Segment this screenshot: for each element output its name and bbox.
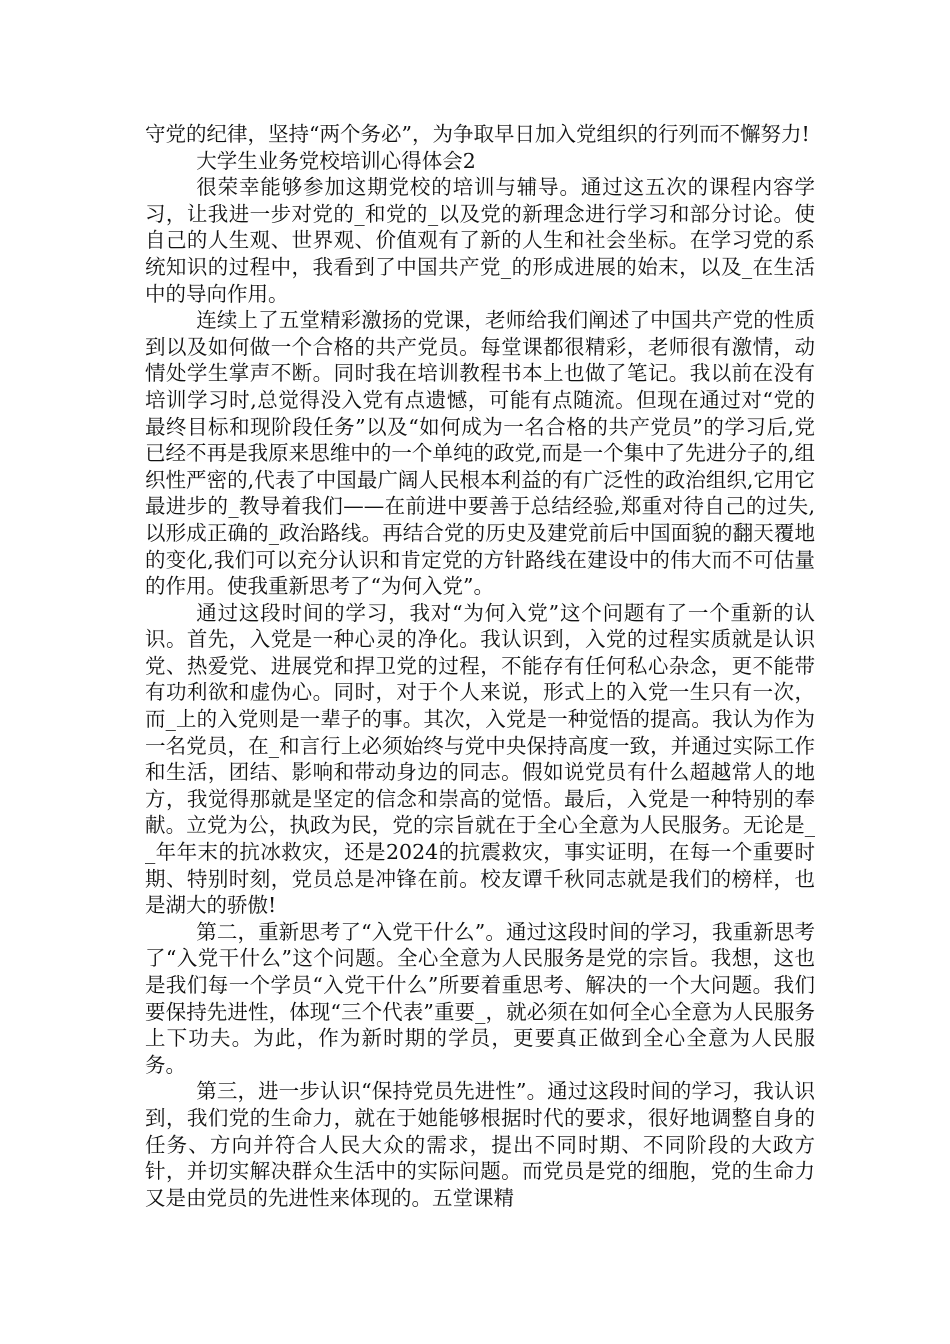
paragraph-intro: 很荣幸能够参加这期党校的培训与辅导。通过这五次的课程内容学习，让我进一步对党的_和党的_以及党的新理念进行学习和部分讨论。使自己的人生观、世界观、价值观有了新的人生和社会坐标。在学习党的系统知识的过程中，我看到了中国共产党_的形成进展的始末，以及_在生活中的导向作用。 xyxy=(145,175,815,306)
section-heading: 大学生业务党校培训心得体会2 xyxy=(196,148,476,173)
document-body xyxy=(145,121,815,1211)
paragraph-why-join: 通过这段时间的学习，我对“为何入党”这个问题有了一个重新的认识。首先，入党是一种心灵的净化。我认识到，入党的过程实质就是认识党、热爱党、进展党和捍卫党的过程，不能存有任何私心杂念，更不能带有功利欲和虚伪心。同时，对于个人来说，形式上的入党一生只有一次，而_上的入党则是一辈子的事。其次，入党是一种觉悟的提高。我认为作为一名党员，在_和言行上必须始终与党中央保持高度一致，并通过实际工作和生活，团结、影响和带动身边的同志。假如说党员有什么超越常人的地方，我觉得那就是坚定的信念和崇高的觉悟。最后，入党是一种特别的奉献。立党为公，执政为民，党的宗旨就在于全心全意为人民服务。无论是__年年末的抗冰救灾，还是2024的抗震救灾，事实证明，在每一个重要时期、特别时刻，党员总是冲锋在前。校友谭千秋同志就是我们的榜样，也是湖大的骄傲! xyxy=(145,600,815,918)
paragraph-second-point: 第二，重新思考了“入党干什么”。通过这段时间的学习，我重新思考了“入党干什么”这个问题。全心全意为人民服务是党的宗旨。我想，这也是我们每一个学员“入党干什么”所要着重思考、解决的一个大问题。我们要保持先进性，体现“三个代表”重要_，就必须在如何全心全意为人民服务上下功夫。为此，作为新时期的学员，更要真正做到全心全意为人民服务。 xyxy=(145,919,815,1077)
paragraph-third-point: 第三，进一步认识“保持党员先进性”。通过这段时间的学习，我认识到，我们党的生命力，就在于她能够根据时代的要求，很好地调整自身的任务、方向并符合人民大众的需求，提出不同时期、不同阶段的大政方针，并切实解决群众生活中的实际问题。而党员是党的细胞，党的生命力又是由党员的先进性来体现的。五堂课精 xyxy=(145,1079,815,1210)
paragraph-lectures: 连续上了五堂精彩激扬的党课，老师给我们阐述了中国共产党的性质到以及如何做一个合格的共产党员。每堂课都很精彩，老师很有激情，动情处学生掌声不断。同时我在培训教程书本上也做了笔记。我以前在没有培训学习时,总觉得没入党有点遗憾，可能有点随流。但现在通过对“党的最终目标和现阶段任务”以及“如何成为一名合格的共产党员”的学习后,党已经不再是我原来思维中的一个单纯的政党,而是一个集中了先进分子的,组织性严密的,代表了中国最广阔人民根本利益的有广泛性的政治组织,它用它最进步的_教导着我们——在前进中要善于总结经验,郑重对待自己的过失,以形成正确的_政治路线。再结合党的历史及建党前后中国面貌的翻天覆地的变化,我们可以充分认识和肯定党的方针路线在建设中的伟大而不可估量的作用。使我重新思考了“为何入党”。 xyxy=(145,308,815,599)
paragraph-continuation: 守党的纪律，坚持“两个务必”，为争取早日加入党组织的行列而不懈努力! xyxy=(145,122,810,146)
